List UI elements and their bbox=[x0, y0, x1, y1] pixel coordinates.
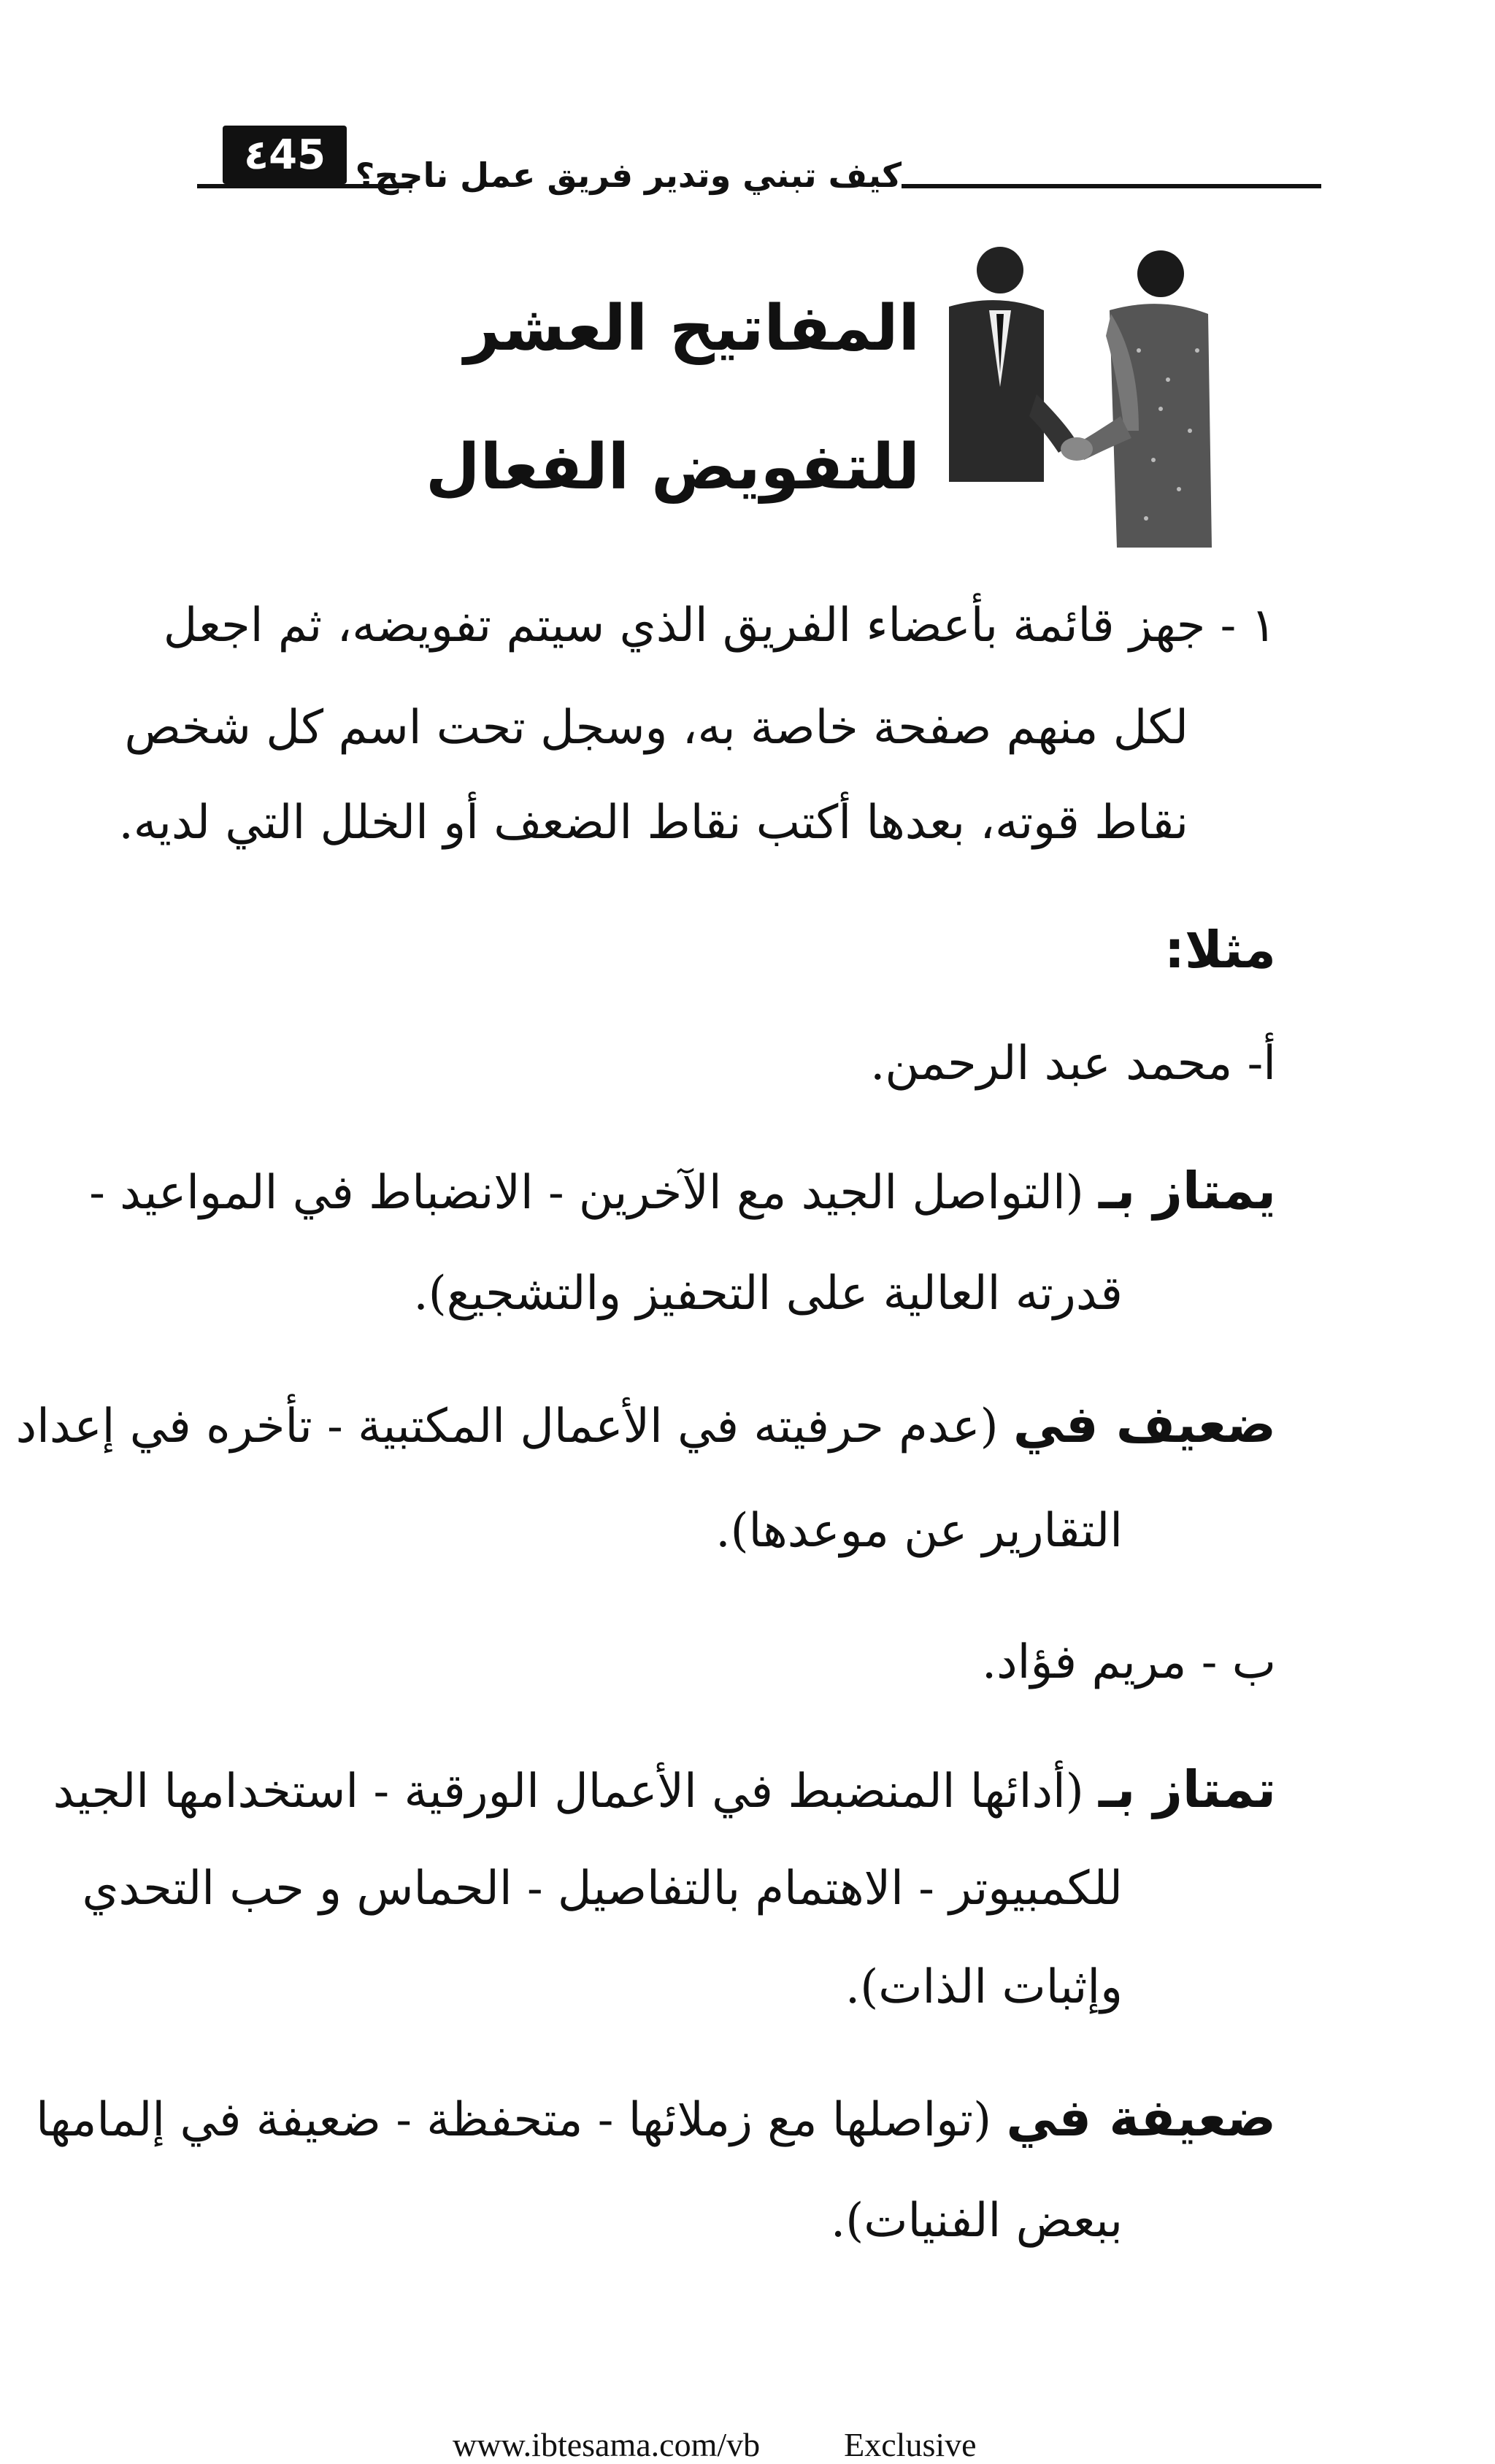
chapter-title-line2: للتفويض الفعال bbox=[426, 431, 920, 504]
b-strengths-line2: للكمبيوتر - الاهتمام بالتفاصيل - الحماس و حب التحدي bbox=[82, 1862, 1123, 1916]
b-strengths-line3: وإثبات الذات). bbox=[845, 1960, 1123, 2014]
b-weakness-text: (تواصلها مع زملائها - متحفظة - ضعيفة في إلمامها bbox=[36, 2093, 992, 2147]
example-label: مثلا: bbox=[1164, 920, 1276, 980]
header-rule-right bbox=[902, 184, 1321, 188]
b-strengths-text: (أدائها المنضبط في الأعمال الورقية - استخدامها الجيد bbox=[53, 1765, 1084, 1819]
b-strengths-lead: تمتاز بـ bbox=[1099, 1759, 1276, 1819]
running-title: كيف تبني وتدير فريق عمل ناجح؟ bbox=[355, 156, 902, 195]
person-a: أ- محمد عبد الرحمن. bbox=[870, 1037, 1276, 1091]
b-strengths-line1 bbox=[53, 1759, 1276, 1819]
a-weakness-lead: ضعيف في bbox=[1012, 1394, 1276, 1454]
a-weakness-text: (عدم حرفيته في الأعمال المكتبية - تأخره في إعداد bbox=[15, 1400, 999, 1454]
a-weakness-line1 bbox=[16, 1394, 1276, 1454]
page-number: ٤45 bbox=[223, 126, 347, 184]
b-weakness-lead: ضعيفة في bbox=[1006, 2088, 1276, 2148]
b-weakness-line1 bbox=[36, 2088, 1276, 2148]
a-strengths-lead: يمتاز بـ bbox=[1099, 1161, 1276, 1221]
a-strengths-line1 bbox=[89, 1161, 1276, 1221]
handshake-icon bbox=[920, 241, 1226, 548]
a-strengths-line2: قدرته العالية على التحفيز والتشجيع). bbox=[413, 1267, 1123, 1321]
a-strengths-text: (التواصل الجيد مع الآخرين - الانضباط في المواعيد - bbox=[89, 1166, 1084, 1220]
item1-line3: نقاط قوته، بعدها أكتب نقاط الضعف أو الخلل التي لديه. bbox=[118, 796, 1188, 850]
footer-url[interactable]: www.ibtesama.com/vb bbox=[453, 2426, 761, 2463]
footer-tag: Exclusive bbox=[844, 2426, 977, 2463]
person-b: ب - مريم فؤاد. bbox=[981, 1635, 1276, 1689]
b-weakness-line2: ببعض الفنيات). bbox=[830, 2194, 1123, 2248]
footer bbox=[453, 2425, 1080, 2464]
a-weakness-line2: التقارير عن موعدها). bbox=[715, 1504, 1123, 1558]
item1-line2: لكل منهم صفحة خاصة به، وسجل تحت اسم كل شخص bbox=[124, 701, 1188, 755]
item1-line1: ١ - جهز قائمة بأعضاء الفريق الذي سيتم تفويضه، ثم اجعل bbox=[163, 599, 1276, 653]
chapter-title-line1: المفاتيح العشر bbox=[464, 292, 920, 365]
